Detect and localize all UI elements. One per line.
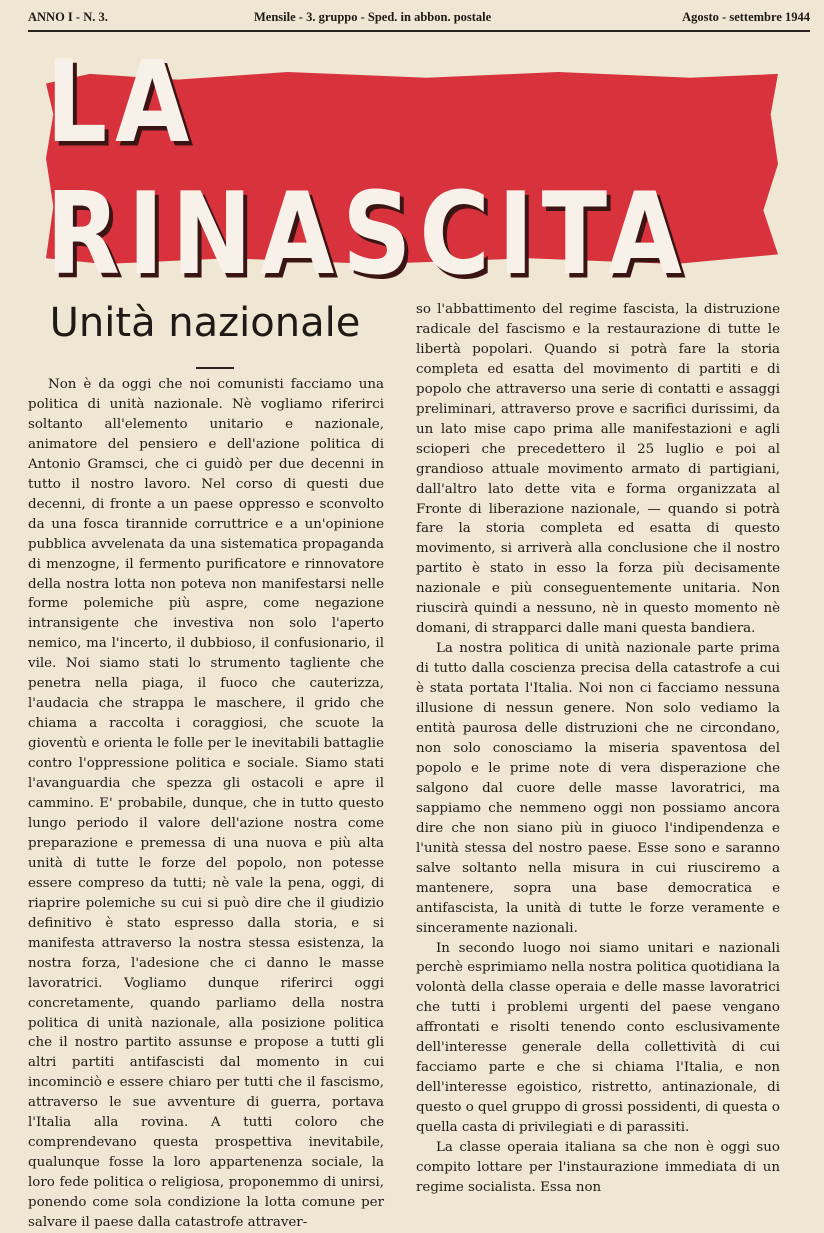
article-title: Unità nazionale [49,300,361,346]
title-rule [196,367,234,369]
issue-date: Agosto - settembre 1944 [682,10,810,24]
periodicity-note: Mensile - 3. gruppo - Sped. in abbon. postale [254,10,492,24]
paragraph: In secondo luogo noi siamo unitari e nazionali perchè esprimiamo nella nostra politica quotidiana la volontà della classe operaia e delle masse lavoratrici che tutti i problemi urgenti del paese vengano affrontati e risolti tenendo conto esclusivamente dell'interesse generale della collettività di cui facciamo parte e che si chiama l'Italia, e non dell'interesse egoistico, ristretto, antinazionale, di questo o quel gruppo di grossi possidenti, di questa o quella casta di privilegiati e di parassiti. [416,940,780,1136]
issue-header [28,8,810,32]
paragraph: La nostra politica di unità nazionale parte prima di tutto dalla coscienza precisa della catastrofe a cui è stata portata l'Italia. Noi non ci facciamo nessuna illusione di nessun genere. Non solo vediamo la entità paurosa delle distruzioni che ne circondano, non solo conosciamo la miseria spaventosa del popolo e le prime note di vera disperazione che salgono dal cuore delle masse lavoratrici, ma sappiamo che nemmeno oggi non possiamo ancora dire che non siano più in giuoco l'indipendenza e l'unità stessa del nostro paese. Esse sono e saranno salve soltanto nella misura in cui riusciremo a mantenere, sopra una base democratica e antifascista, la unità di tutte le forze veramente e sinceramente nazionali. [416,641,780,936]
paragraph: Non è da oggi che noi comunisti facciamo una politica di unità nazionale. Nè vogliamo riferirci soltanto all'elemento unitario e nazionale, animatore del pensiero e dell'azione politica di Antonio Gramsci, che ci guidò per due decenni in tutto il nostro lavoro. Nel corso di questi due decenni, di fronte a un paese oppresso e sconvolto da una fosca tirannide corruttrice e a un'opinione pubblica avvelenata da una sistematica propaganda di menzogne, il fermento purificatore e rinnovatore della nostra lotta non poteva non manifestarsi nelle forme polemiche più aspre, come negazione intransigente che investiva non solo l'aperto nemico, ma l'incerto, il dubbioso, il confusionario, il vile. Noi siamo stati lo strumento tagliente che penetra nella piaga, il fuoco che cauterizza, l'audacia che strappa le maschere, il grido che chiama a raccolta i coraggiosi, che scuote la gioventù e orienta le folle per le inevitabili battaglie contro l'oppressione politica e sociale. Siamo stati l'avanguardia che spezza gli ostacoli e apre il cammino. E' probabile, dunque, che in tutto questo lungo periodo il valore dell'azione nostra come preparazione e premessa di una nuova e più alta unità di tutte le forze del popolo, non potesse essere compreso da tutti; nè vale la pena, oggi, di riaprire polemiche su cui si può dire che il giudizio definitivo è stato espresso dalla storia, e si manifesta attraverso la nostra stessa esistenza, la nostra forza, l'adesione che ci danno le masse lavoratrici. Vogliamo dunque riferirci oggi concretamente, quando parliamo della nostra politica di unità nazionale, alla posizione politica che il nostro partito assunse e propose a tutti gli altri partiti antifascisti dal momento in cui incominciò e essere chiaro per tutti che il fascismo, attraverso le sue avventure di guerra, portava l'Italia alla rovina. A tutti coloro che comprendevano questa prospettiva inevitabile, qualunque fosse la loro appartenenza sociale, la loro fede politica o religiosa, proponemmo di unirsi, ponendo come sola condizione la lotta comune per salvare il paese dalla catastrofe attraver- [28,377,384,1231]
issue-number: ANNO I - N. 3. [28,10,108,24]
right-column [416,300,780,1198]
left-column [28,375,384,1233]
masthead-title: LA RINASCITA [46,35,690,301]
paragraph: La classe operaia italiana sa che non è oggi suo compito lottare per l'instaurazione immediata di un regime socialista. Essa non [416,1140,780,1195]
paragraph: so l'abbattimento del regime fascista, la distruzione radicale del fascismo e la restaurazione di tutte le libertà popolari. Quando si potrà fare la storia completa ed esatta del movimento di partiti e di popolo che attraverso una serie di contatti e assaggi preliminari, attraverso prove e sacrifici durissimi, da un lato mise capo prima alle manifestazioni e agli scioperi che precedettero il 25 luglio e poi al grandioso attuale movimento armato di partigiani, dall'altro lato dette vita e forma organizzata al Fronte di liberazione nazionale, — quando si potrà fare la storia completa ed esatta di questo movimento, si arriverà alla conclusione che il nostro partito è stato in esso la forza più decisamente nazionale e più conseguentemente unitaria. Non riuscirà quindi a nessuno, nè in questo momento nè domani, di strapparci dalle mani questa bandiera. [416,302,780,637]
